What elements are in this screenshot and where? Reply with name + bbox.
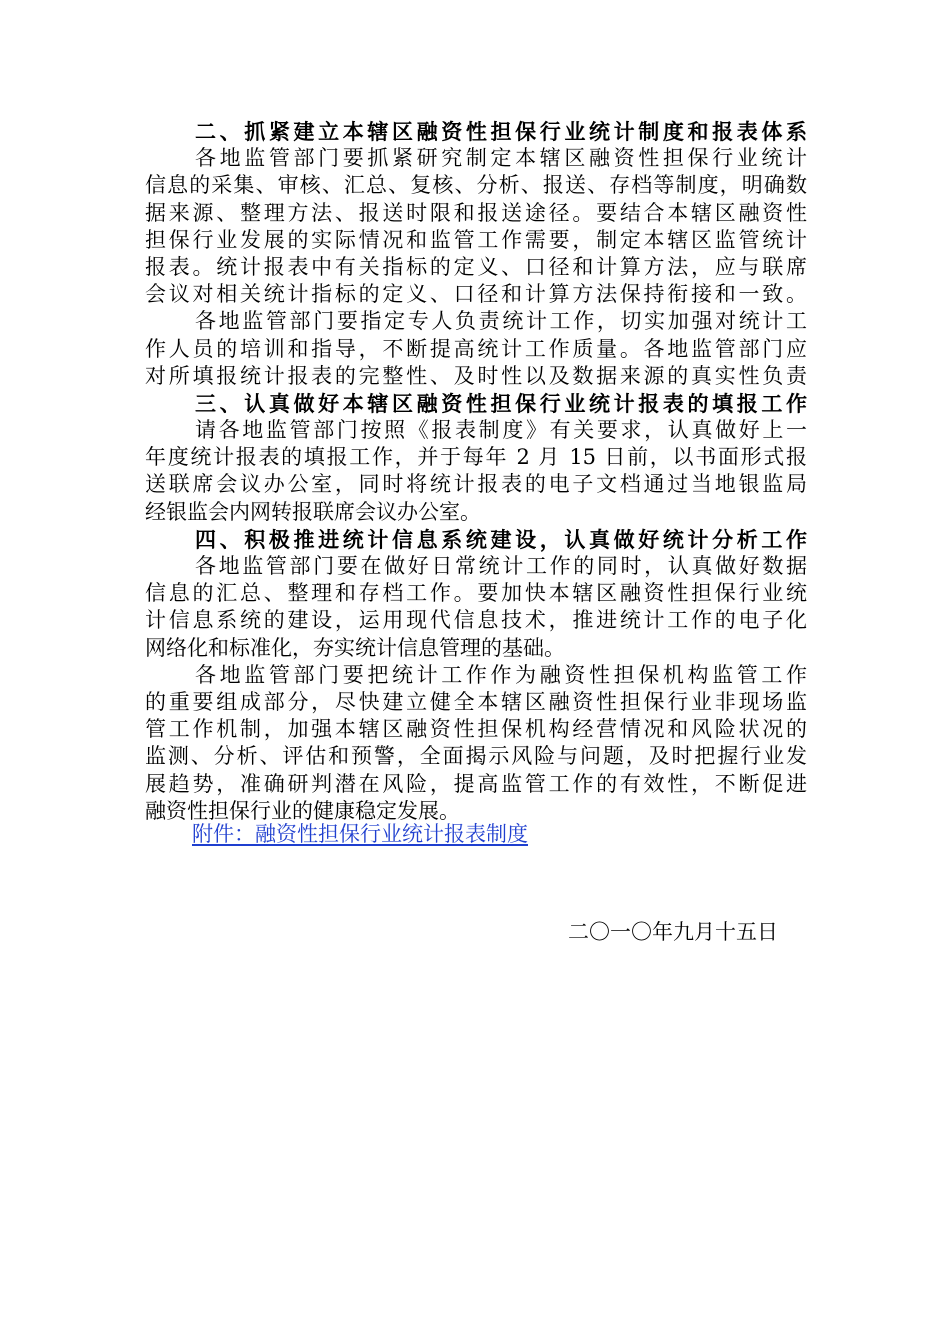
paragraph-line: 的重要组成部分，尽快建立健全本辖区融资性担保行业非现场监 [145, 689, 807, 714]
section-2 [145, 118, 807, 390]
paragraph-line: 展趋势，准确研判潜在风险，提高监管工作的有效性，不断促进 [145, 771, 807, 796]
paragraph-line: 据来源、整理方法、报送时限和报送途径。要结合本辖区融资性 [145, 200, 807, 225]
document-body [145, 118, 807, 825]
paragraph-line: 年度统计报表的填报工作，并于每年 2 月 15 日前，以书面形式报 [145, 445, 807, 470]
paragraph-line: 信息的采集、审核、汇总、复核、分析、报送、存档等制度，明确数 [145, 173, 807, 198]
section-4 [145, 526, 807, 825]
paragraph-line: 担保行业发展的实际情况和监管工作需要，制定本辖区监管统计 [145, 227, 807, 252]
paragraph-line: 报表。统计报表中有关指标的定义、口径和计算方法，应与联席 [145, 254, 807, 279]
paragraph-line: 各地监管部门要把统计工作作为融资性担保机构监管工作 [195, 662, 807, 687]
paragraph-line: 网络化和标准化，夯实统计信息管理的基础。 [145, 635, 565, 660]
paragraph-line: 会议对相关统计指标的定义、口径和计算方法保持衔接和一致。 [145, 282, 807, 307]
paragraph-line: 各地监管部门要在做好日常统计工作的同时，认真做好数据 [195, 554, 807, 578]
paragraph-line: 融资性担保行业的健康稳定发展。 [145, 798, 460, 823]
section-heading: 四、积极推进统计信息系统建设，认真做好统计分析工作 [195, 526, 807, 552]
section-3 [145, 390, 807, 526]
paragraph-line: 请各地监管部门按照《报表制度》有关要求，认真做好上一 [195, 418, 807, 443]
paragraph-line: 送联席会议办公室，同时将统计报表的电子文档通过当地银监局 [145, 472, 807, 497]
paragraph-line: 信息的汇总、整理和存档工作。要加快本辖区融资性担保行业统 [145, 581, 807, 606]
attachment-link[interactable]: 附件：融资性担保行业统计报表制度 [192, 822, 528, 846]
paragraph-line: 监测、分析、评估和预警，全面揭示风险与问题，及时把握行业发 [145, 744, 807, 769]
paragraph-line: 经银监会内网转报联席会议办公室。 [145, 499, 481, 524]
section-heading: 二、抓紧建立本辖区融资性担保行业统计制度和报表体系 [195, 119, 807, 144]
section-heading: 三、认真做好本辖区融资性担保行业统计报表的填报工作 [195, 390, 807, 416]
paragraph-line: 各地监管部门要指定专人负责统计工作，切实加强对统计工 [195, 309, 807, 334]
paragraph-line: 管工作机制，加强本辖区融资性担保机构经营情况和风险状况的 [145, 717, 807, 742]
paragraph-line: 计信息系统的建设，运用现代信息技术，推进统计工作的电子化 [145, 608, 807, 633]
document-date: 二〇一〇年九月十五日 [568, 920, 778, 944]
paragraph-line: 各地监管部门要抓紧研究制定本辖区融资性担保行业统计 [195, 146, 807, 171]
paragraph-line: 作人员的培训和指导，不断提高统计工作质量。各地监管部门应 [145, 336, 807, 361]
paragraph-line: 对所填报统计报表的完整性、及时性以及数据来源的真实性负责 [145, 363, 807, 388]
